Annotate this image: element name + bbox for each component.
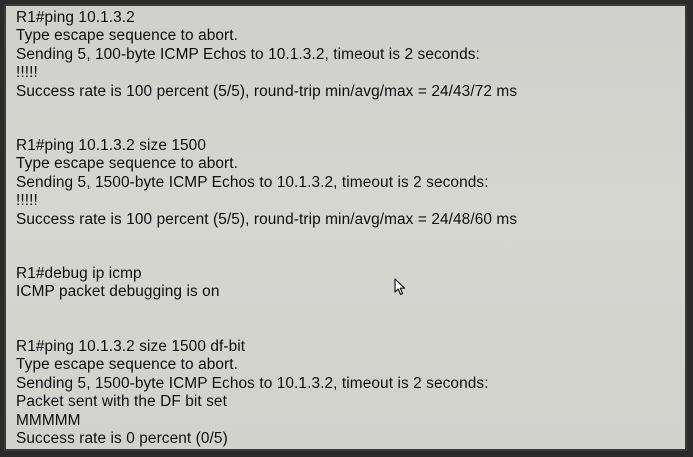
output-line: Packet sent with the DF bit set [16, 393, 227, 411]
command-line: R1#ping 10.1.3.2 size 1500 df-bit [16, 337, 246, 355]
output-line: Sending 5, 1500-byte ICMP Echos to 10.1.3.2, timeout is 2 seconds: [16, 173, 489, 191]
output-line: Success rate is 100 percent (5/5), round-trip min/avg/max = 24/43/72 ms [16, 82, 518, 100]
output-line: Sending 5, 1500-byte ICMP Echos to 10.1.3.2, timeout is 2 seconds: [16, 374, 489, 392]
output-line: Type escape sequence to abort. [16, 356, 239, 374]
output-line: Success rate is 0 percent (0/5) [16, 429, 228, 447]
ping-block-3 [16, 338, 685, 448]
mouse-pointer-icon [394, 278, 408, 296]
spacer [16, 229, 685, 265]
debug-block [16, 265, 685, 302]
ping-block-2 [16, 137, 685, 229]
ping-block-1 [16, 9, 685, 101]
command-line: R1#ping 10.1.3.2 size 1500 [16, 137, 206, 155]
output-line: Type escape sequence to abort. [16, 155, 239, 173]
terminal-output[interactable] [4, 4, 687, 451]
output-line: Sending 5, 100-byte ICMP Echos to 10.1.3.2, timeout is 2 seconds: [16, 45, 480, 63]
command-line: R1#debug ip icmp [16, 265, 142, 283]
command-line: R1#ping 10.1.3.2 [16, 9, 135, 26]
output-line: !!!!! [16, 192, 38, 210]
output-line: ICMP packet debugging is on [16, 283, 220, 301]
spacer [16, 101, 685, 137]
output-line: !!!!! [16, 64, 38, 82]
output-line: Success rate is 100 percent (5/5), round-trip min/avg/max = 24/48/60 ms [16, 210, 518, 228]
output-line: MMMMM [16, 411, 81, 429]
spacer [16, 302, 685, 338]
output-line: Type escape sequence to abort. [16, 27, 239, 45]
